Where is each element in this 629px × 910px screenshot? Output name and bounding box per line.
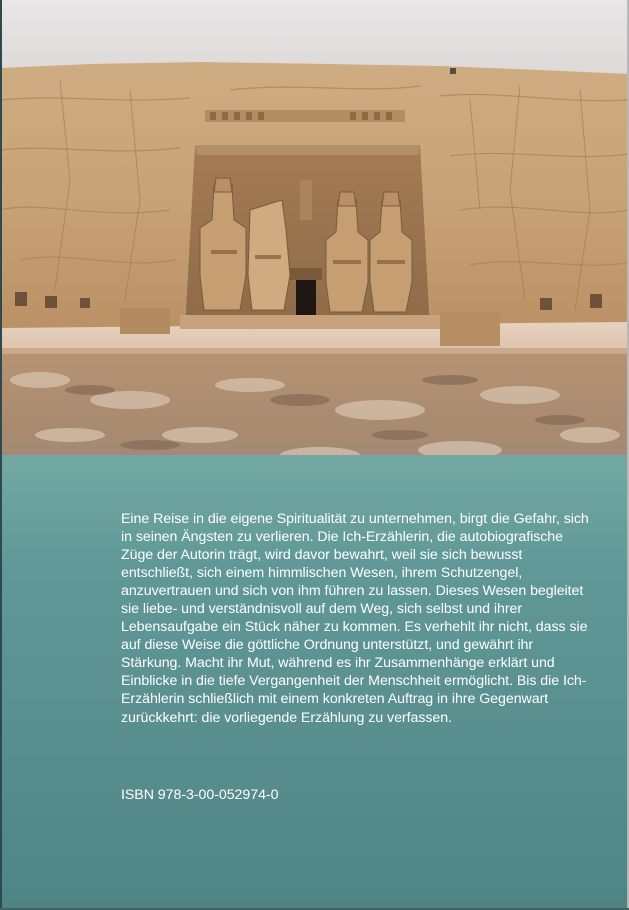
temple-cliff-illustration: [0, 60, 629, 360]
back-cover-text: [121, 510, 591, 803]
isbn: ISBN 978-3-00-052974-0: [121, 787, 279, 803]
left-edge: [0, 0, 2, 910]
blurb-text: Eine Reise in die eigene Spiritualität zu unternehmen, birgt die Gefahr, sich in seinen Ängsten zu verlieren. Die Ich-Erzählerin, die autobiografische Züge der Autorin trägt, wird davor bewahrt, weil sie sich bewusst entschließt, sich einem himmlischen Wesen, ihrem Schutzengel, anzuvertrauen und sich von ihm führen zu lassen. Dieses Wesen begleitet sie liebe- und verständnisvoll auf dem Weg, sich selbst und ihrer Lebensaufgabe ein Stück näher zu kommen. Es verhehlt ihr nicht, dass sie auf diese Weise die göttliche Ordnung unterstützt, und gewährt ihr Stärkung. Macht ihr Mut, während es ihr Zusammenhänge erklärt und Einblicke in die tiefe Vergangenheit der Menschheit ermöglicht. Bis die Ich-Erzählerin schließlich mit einem konkreten Auftrag in ihre Gegenwart zurückkehrt: die vorliegende Erzählung zu verfassen.: [121, 511, 589, 726]
